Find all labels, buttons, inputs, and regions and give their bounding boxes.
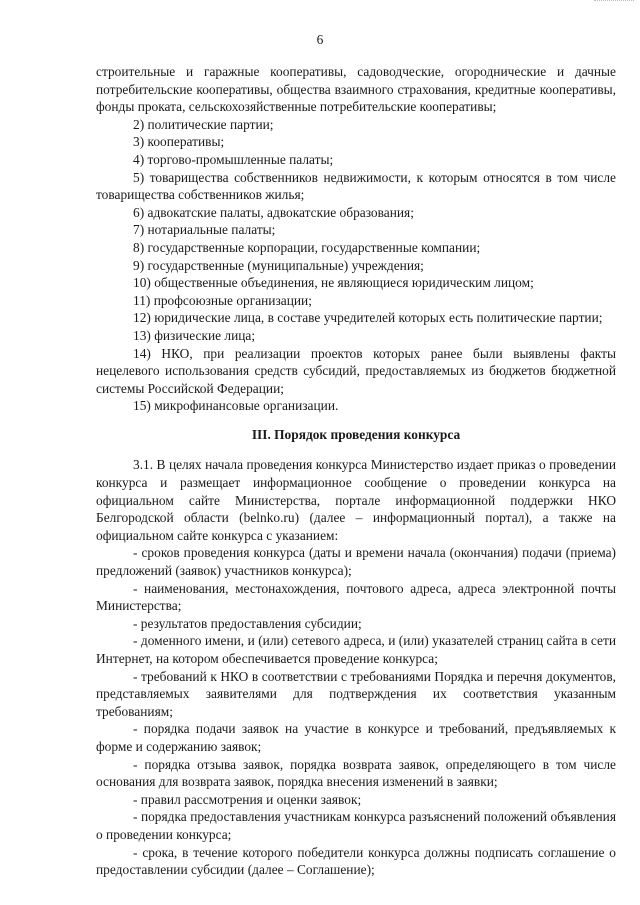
scan-edge-mark — [594, 0, 634, 4]
list-item-11: 11) профсоюзные организации; — [133, 292, 312, 308]
document-body — [96, 63, 616, 879]
bullet-item: - наименования, местонахождения, почтового адреса, адреса электронной почты Министерства; — [96, 580, 616, 614]
list-item-10: 10) общественные объединения, не являющиеся юридическим лицом; — [133, 275, 534, 291]
bullet-item: - порядка отзыва заявок, порядка возврата заявок, определяющего в том числе основания для возврата заявок, порядка внесения изменений в заявки; — [96, 756, 616, 790]
list-item-5: 5) товарищества собственников недвижимости, к которым относятся в том числе товарищества собственников жилья; — [96, 169, 616, 203]
list-item-14: 14) НКО, при реализации проектов которых ранее были выявлены факты нецелевого использования средств субсидий, предоставляемых из бюджетов бюджетной системы Российской Федерации; — [96, 345, 616, 396]
list-item-12: 12) юридические лица, в составе учредителей которых есть политические партии; — [133, 310, 603, 326]
bullet-item: - правил рассмотрения и оценки заявок; — [133, 791, 362, 807]
bullet-item: - требований к НКО в соответствии с требованиями Порядка и перечня документов, представляемых заявителями для подтверждения их соответствия указанным требованиям; — [96, 668, 616, 719]
list-item-9: 9) государственные (муниципальные) учреждения; — [133, 257, 424, 273]
list-item-2: 2) политические партии; — [133, 116, 274, 132]
list-item-6: 6) адвокатские палаты, адвокатские образования; — [133, 204, 414, 220]
list-item-15: 15) микрофинансовые организации. — [133, 398, 339, 414]
list-item-7: 7) нотариальные палаты; — [133, 222, 276, 238]
list-item-3: 3) кооперативы; — [133, 134, 225, 150]
section-intro-paragraph: 3.1. В целях начала проведения конкурса Министерство издает приказ о проведении конкурса и размещает информационное сообщение о проведении конкурса на официальном сайте Министерства, портале информационной поддержки НКО Белгородской области (belnko.ru) (далее – информационный портал), а также на официальном сайте конкурса с указанием: — [96, 457, 616, 543]
list-item-4: 4) торгово-промышленные палаты; — [133, 151, 334, 167]
bullet-item: - результатов предоставления субсидии; — [133, 615, 362, 631]
bullet-item: - срока, в течение которого победители конкурса должны подписать соглашение о предоставлении субсидии (далее – Соглашение); — [96, 844, 616, 878]
bullet-item: - порядка подачи заявок на участие в конкурсе и требований, предъявляемых к форме и содержанию заявок; — [96, 721, 616, 754]
page-number: 6 — [316, 32, 324, 47]
bullet-item: - сроков проведения конкурса (даты и времени начала (окончания) подачи (приема) предложений (заявок) участников конкурса); — [96, 545, 616, 579]
section-heading: III. Порядок проведения конкурса — [251, 426, 461, 442]
list-item-8: 8) государственные корпорации, государственные компании; — [133, 239, 481, 255]
intro-paragraph: строительные и гаражные кооперативы, садоводческие, огороднические и дачные потребительские кооперативы, общества взаимного страхования, кредитные кооперативы, фонды проката, сельскохозяйственные потребительские кооперативы; — [96, 64, 616, 115]
list-item-13: 13) физические лица; — [133, 327, 256, 343]
bullet-item: - порядка предоставления участникам конкурса разъяснений положений объявления о проведении конкурса; — [96, 809, 616, 842]
bullet-item: - доменного имени, и (или) сетевого адреса, и (или) указателей страниц сайта в сети Интернет, на котором обеспечивается проведение конкурса; — [96, 633, 616, 666]
